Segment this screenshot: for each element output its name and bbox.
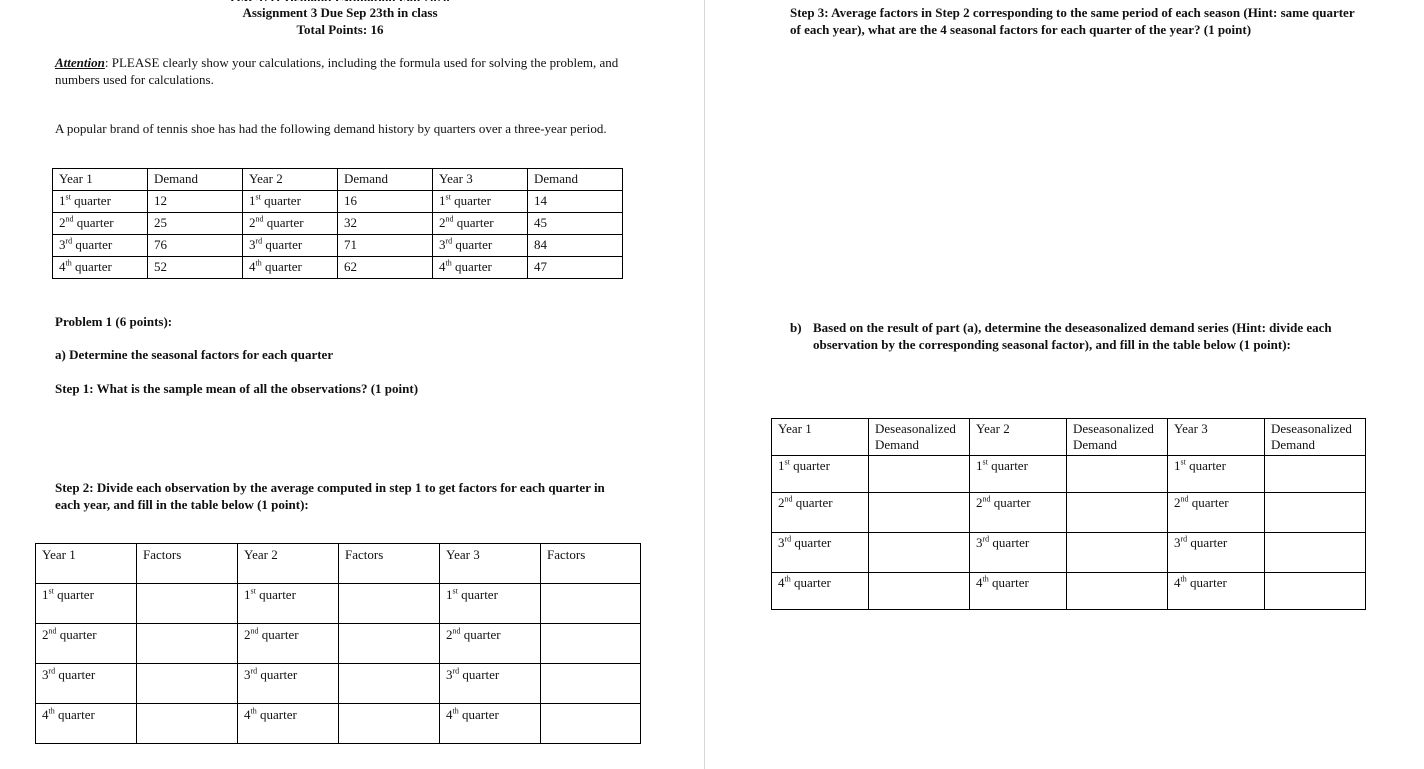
table-header-row (53, 169, 623, 191)
table-row (772, 573, 1366, 610)
factors-table (35, 543, 641, 744)
header-cell: Deseasonalized Demand (1067, 419, 1168, 456)
attention-paragraph (55, 54, 635, 88)
header-cell: Year 1 (36, 544, 137, 584)
quarter-label: 4th quarter (243, 257, 338, 279)
factor-answer-cell[interactable] (137, 624, 238, 664)
quarter-label: 1st quarter (772, 456, 869, 493)
demand-value: 52 (148, 257, 243, 279)
quarter-label: 2nd quarter (970, 493, 1067, 533)
deseasonalized-demand-table (771, 418, 1366, 610)
step1-question: Step 1: What is the sample mean of all the observations? (1 point) (55, 381, 419, 396)
demand-value: 25 (148, 213, 243, 235)
quarter-label: 4th quarter (36, 704, 137, 744)
header-cell: Deseasonalized Demand (869, 419, 970, 456)
quarter-label: 4th quarter (433, 257, 528, 279)
deseasonalized-answer-cell[interactable] (1067, 493, 1168, 533)
header-cell: Year 3 (1168, 419, 1265, 456)
deseasonalized-answer-cell[interactable] (869, 573, 970, 610)
deseasonalized-answer-cell[interactable] (1265, 573, 1366, 610)
quarter-label: 1st quarter (243, 191, 338, 213)
table-row (53, 213, 623, 235)
factor-answer-cell[interactable] (339, 704, 440, 744)
quarter-label: 4th quarter (53, 257, 148, 279)
header-cell: Year 2 (970, 419, 1067, 456)
quarter-label: 2nd quarter (772, 493, 869, 533)
factor-answer-cell[interactable] (137, 704, 238, 744)
attention-label: Attention (55, 55, 105, 70)
quarter-label: 4th quarter (970, 573, 1067, 610)
table-row (772, 493, 1366, 533)
demand-value: 14 (528, 191, 623, 213)
quarter-label: 1st quarter (440, 584, 541, 624)
demand-value: 71 (338, 235, 433, 257)
quarter-label: 4th quarter (772, 573, 869, 610)
table-row (772, 533, 1366, 573)
table-row (772, 456, 1366, 493)
factor-answer-cell[interactable] (541, 704, 641, 744)
quarter-label: 1st quarter (1168, 456, 1265, 493)
factor-answer-cell[interactable] (137, 664, 238, 704)
quarter-label: 4th quarter (238, 704, 339, 744)
header-cell: Year 2 (243, 169, 338, 191)
quarter-label: 2nd quarter (1168, 493, 1265, 533)
factor-answer-cell[interactable] (339, 584, 440, 624)
factor-answer-cell[interactable] (339, 624, 440, 664)
quarter-label: 2nd quarter (433, 213, 528, 235)
header-cell: Demand (148, 169, 243, 191)
table-header-row (36, 544, 641, 584)
quarter-label: 1st quarter (970, 456, 1067, 493)
factor-answer-cell[interactable] (137, 584, 238, 624)
deseasonalized-answer-cell[interactable] (1265, 456, 1366, 493)
table-row (36, 624, 641, 664)
deseasonalized-answer-cell[interactable] (1067, 573, 1168, 610)
quarter-label: 3rd quarter (243, 235, 338, 257)
quarter-label: 2nd quarter (243, 213, 338, 235)
quarter-label: 2nd quarter (53, 213, 148, 235)
quarter-label: 3rd quarter (1168, 533, 1265, 573)
header-cell: Factors (137, 544, 238, 584)
deseasonalized-answer-cell[interactable] (869, 533, 970, 573)
right-page (705, 0, 1424, 769)
total-points: Total Points: 16 (296, 22, 384, 37)
quarter-label: 3rd quarter (53, 235, 148, 257)
table-row (36, 664, 641, 704)
quarter-label: 3rd quarter (772, 533, 869, 573)
course-title (210, 0, 470, 1)
header-cell: Year 1 (772, 419, 869, 456)
quarter-label: 2nd quarter (238, 624, 339, 664)
deseasonalized-answer-cell[interactable] (1067, 456, 1168, 493)
left-page (0, 0, 704, 769)
attention-text: : PLEASE clearly show your calculations, including the formula used for solving the problem, and numbers used for calculations. (55, 55, 619, 87)
header-cell: Year 3 (440, 544, 541, 584)
factor-answer-cell[interactable] (541, 624, 641, 664)
factor-answer-cell[interactable] (541, 664, 641, 704)
header-cell: Year 3 (433, 169, 528, 191)
quarter-label: 3rd quarter (238, 664, 339, 704)
intro-paragraph: A popular brand of tennis shoe has had the following demand history by quarters over a three-year period. (55, 121, 607, 136)
header-cell: Factors (541, 544, 641, 584)
part-b-label: b) (790, 320, 802, 335)
demand-value: 12 (148, 191, 243, 213)
demand-history-table (52, 168, 623, 279)
demand-value: 45 (528, 213, 623, 235)
step2-question: Step 2: Divide each observation by the average computed in step 1 to get factors for each quarter in each year, and fill in the table below (1 point): (55, 480, 605, 512)
factor-answer-cell[interactable] (541, 584, 641, 624)
quarter-label: 1st quarter (433, 191, 528, 213)
header-cell: Factors (339, 544, 440, 584)
quarter-label: 3rd quarter (36, 664, 137, 704)
header-cell: Demand (338, 169, 433, 191)
table-row (53, 257, 623, 279)
assignment-title-text: Assignment 3 Due Sep 23th in class (242, 5, 438, 20)
quarter-label: 4th quarter (1168, 573, 1265, 610)
step3-question: Step 3: Average factors in Step 2 corresponding to the same period of each season (Hint: same quarter of each year), what are the 4 seasonal factors for each quarter of the year? (1 point) (790, 5, 1355, 37)
table-header-row (772, 419, 1366, 456)
quarter-label: 4th quarter (440, 704, 541, 744)
header-cell: Demand (528, 169, 623, 191)
part-a-heading: a) Determine the seasonal factors for each quarter (55, 347, 334, 362)
problem-title: Problem 1 (6 points): (55, 314, 173, 329)
quarter-label: 2nd quarter (440, 624, 541, 664)
factor-answer-cell[interactable] (339, 664, 440, 704)
part-b-question: Based on the result of part (a), determine the deseasonalized demand series (Hint: divide each observation by the corresponding seasonal factor), and fill in the table below (1 point): (813, 320, 1332, 352)
demand-value: 76 (148, 235, 243, 257)
table-row (53, 191, 623, 213)
table-row (53, 235, 623, 257)
deseasonalized-answer-cell[interactable] (869, 456, 970, 493)
header-cell: Year 1 (53, 169, 148, 191)
demand-value: 84 (528, 235, 623, 257)
deseasonalized-answer-cell[interactable] (1265, 533, 1366, 573)
deseasonalized-answer-cell[interactable] (869, 493, 970, 533)
table-row (36, 584, 641, 624)
quarter-label: 1st quarter (36, 584, 137, 624)
table-row (36, 704, 641, 744)
demand-value: 62 (338, 257, 433, 279)
header-cell: Year 2 (238, 544, 339, 584)
quarter-label: 1st quarter (238, 584, 339, 624)
header-cell: Deseasonalized Demand (1265, 419, 1366, 456)
deseasonalized-answer-cell[interactable] (1067, 533, 1168, 573)
demand-value: 47 (528, 257, 623, 279)
quarter-label: 1st quarter (53, 191, 148, 213)
assignment-title (190, 5, 490, 21)
demand-value: 16 (338, 191, 433, 213)
quarter-label: 3rd quarter (433, 235, 528, 257)
deseasonalized-answer-cell[interactable] (1265, 493, 1366, 533)
quarter-label: 3rd quarter (440, 664, 541, 704)
demand-value: 32 (338, 213, 433, 235)
quarter-label: 2nd quarter (36, 624, 137, 664)
quarter-label: 3rd quarter (970, 533, 1067, 573)
